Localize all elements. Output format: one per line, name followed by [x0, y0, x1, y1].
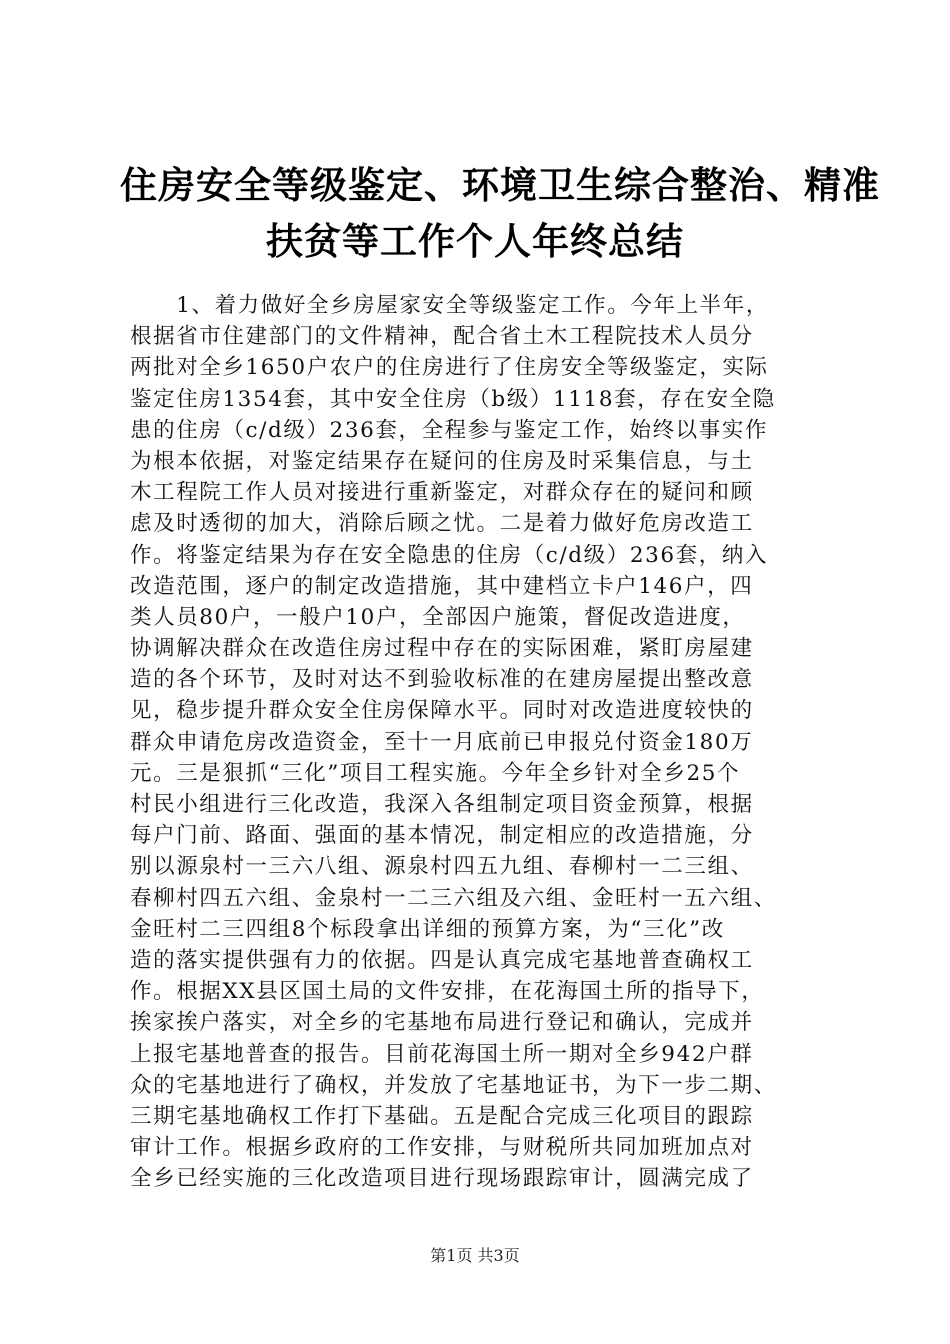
- body-line: 为根本依据，对鉴定结果存在疑问的住房及时采集信息，与土: [130, 448, 754, 474]
- body-line: 根据省市住建部门的文件精神，配合省土木工程院技术人员分: [130, 324, 754, 350]
- body-line: 造的落实提供强有力的依据。四是认真完成宅基地普查确权工: [130, 947, 754, 973]
- body-line: 全乡已经实施的三化改造项目进行现场跟踪审计，圆满完成了: [130, 1166, 754, 1192]
- body-line: 审计工作。根据乡政府的工作安排，与财税所共同加班加点对: [130, 1135, 754, 1161]
- body-line: 众的宅基地进行了确权，并发放了宅基地证书，为下一步二期、: [130, 1072, 777, 1098]
- body-line: 每户门前、路面、强面的基本情况，制定相应的改造措施，分: [130, 823, 754, 849]
- body-line: 三期宅基地确权工作打下基础。五是配合完成三化项目的跟踪: [130, 1103, 754, 1129]
- body-line: 上报宅基地普查的报告。目前花海国土所一期对全乡942户群: [130, 1041, 754, 1067]
- title-line-2: 扶贫等工作个人年终总结: [266, 220, 684, 263]
- body-line: 改造范围，逐户的制定改造措施，其中建档立卡户146户，四: [130, 573, 754, 599]
- body-paragraph: [130, 290, 830, 1194]
- title-line-1: 住房安全等级鉴定、环境卫生综合整治、精准: [120, 164, 880, 207]
- body-line: 造的各个环节，及时对达不到验收标准的在建房屋提出整改意: [130, 667, 754, 693]
- body-line: 见，稳步提升群众安全住房保障水平。同时对改造进度较快的: [130, 698, 754, 724]
- body-line: 村民小组进行三化改造，我深入各组制定项目资金预算，根据: [130, 792, 754, 817]
- body-line: 作。根据XX县区国土局的文件安排，在花海国土所的指导下，: [130, 979, 765, 1005]
- body-line: 虑及时透彻的加大，消除后顾之忧。二是着力做好危房改造工: [130, 511, 754, 537]
- body-line: 春柳村四五六组、金泉村一二三六组及六组、金旺村一五六组、: [130, 885, 777, 911]
- body-line: 协调解决群众在改造住房过程中存在的实际困难，紧盯房屋建: [130, 636, 754, 662]
- body-line: 木工程院工作人员对接进行重新鉴定，对群众存在的疑问和顾: [130, 480, 754, 506]
- body-line: 两批对全乡1650户农户的住房进行了住房安全等级鉴定，实际: [130, 355, 769, 381]
- body-line: 金旺村二三四组8个标段拿出详细的预算方案，为“三化”改: [130, 916, 725, 942]
- body-line: 群众申请危房改造资金，至十一月底前已申报兑付资金180万: [130, 729, 754, 755]
- body-line: 挨家挨户落实，对全乡的宅基地布局进行登记和确认，完成并: [130, 1010, 754, 1036]
- document-title: [120, 158, 880, 270]
- body-line: 患的住房（c/d级）236套，全程参与鉴定工作，始终以事实作: [130, 417, 769, 443]
- page-footer: 第1页 共3页: [430, 1246, 520, 1265]
- body-line: 类人员80户，一般户10户，全部因户施策，督促改造进度，: [130, 604, 746, 630]
- body-line: 1、着力做好全乡房屋家安全等级鉴定工作。今年上半年，: [130, 293, 769, 318]
- body-line: 作。将鉴定结果为存在安全隐患的住房（c/d级）236套，纳入: [130, 542, 769, 568]
- body-line: 别以源泉村一三六八组、源泉村四五九组、春柳村一二三组、: [130, 854, 754, 880]
- body-line: 元。三是狠抓“三化”项目工程实施。今年全乡针对全乡25个: [130, 760, 741, 786]
- body-line: 鉴定住房1354套，其中安全住房（b级）1118套，存在安全隐: [130, 386, 776, 412]
